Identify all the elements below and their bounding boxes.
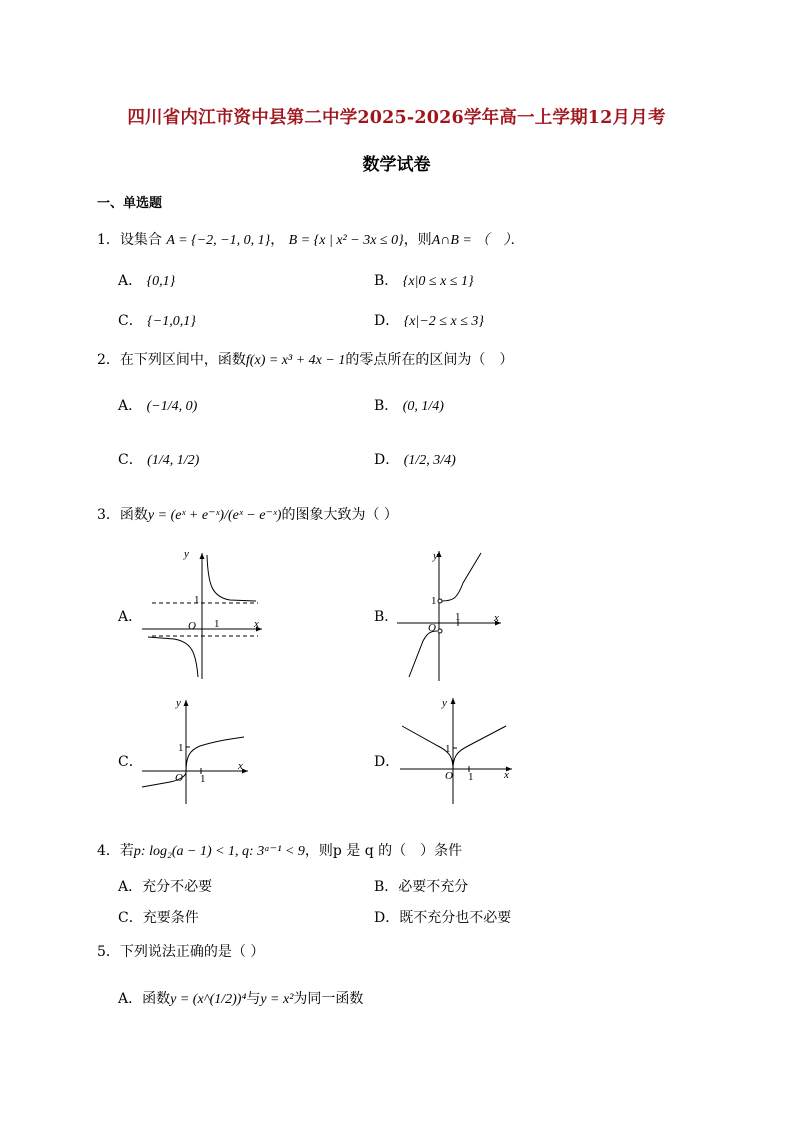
y-axis-label: y — [184, 548, 189, 560]
x-one-label: 1 — [455, 611, 461, 623]
y-one-label: 1 — [194, 594, 200, 606]
q4-option-a[interactable]: A．充分不必要 — [118, 879, 213, 895]
q3-option-c-label[interactable]: C． — [118, 754, 143, 770]
q2-option-c[interactable]: C． (1/4, 1/2) — [118, 452, 200, 468]
section-title: 一、单选题 — [97, 196, 163, 211]
q3-graph-d — [398, 694, 518, 809]
exam-subtitle: 数学试卷 — [362, 155, 431, 175]
y-one-label: 1 — [178, 742, 184, 754]
function-expression: y = (eˣ + e⁻ˣ)/(eˣ − e⁻ˣ) — [147, 508, 282, 523]
x-one-label: 1 — [214, 618, 220, 630]
y-axis-label: y — [176, 697, 181, 709]
y-one-label: 1 — [431, 595, 437, 607]
set-b: B = {x | x² − 3x ≤ 0} — [288, 233, 404, 248]
y-axis-label: y — [442, 697, 447, 709]
origin-label: O — [175, 772, 183, 784]
origin-label: O — [445, 770, 453, 782]
x-axis-label: x — [238, 760, 243, 772]
question-2: 2．在下列区间中，函数f(x) = x³ + 4x − 1的零点所在的区间为（ ） — [97, 352, 514, 368]
function-expression: y = x² — [260, 992, 294, 1007]
question-number: 3． — [97, 507, 120, 523]
q4-option-b[interactable]: B．必要不充分 — [374, 879, 469, 895]
y-one-label: 1 — [445, 743, 451, 755]
q3-option-d-label[interactable]: D． — [374, 754, 400, 770]
question-number: 1． — [97, 232, 120, 248]
question-5: 5．下列说法正确的是（ ） — [97, 944, 265, 960]
question-3: 3．函数y = (eˣ + e⁻ˣ)/(eˣ − e⁻ˣ)的图象大致为（ ） — [97, 507, 398, 523]
question-1: 1．设集合 A = {−2, −1, 0, 1}， B = {x | x² − 3x ≤ 0}，则A∩B = （ ）． — [97, 232, 525, 248]
q2-option-a[interactable]: A． (−1/4, 0) — [118, 398, 198, 414]
x-axis-label: x — [254, 618, 259, 630]
question-stem: 设集合 — [119, 232, 162, 248]
q2-option-b[interactable]: B． (0, 1/4) — [374, 398, 444, 414]
set-a: A = {−2, −1, 0, 1} — [166, 233, 271, 248]
q2-option-d[interactable]: D． (1/2, 3/4) — [374, 452, 456, 468]
y-axis-label: y — [433, 550, 438, 562]
q1-option-d[interactable]: D． {x|−2 ≤ x ≤ 3} — [374, 313, 484, 329]
q1-option-a[interactable]: A． {0,1} — [118, 273, 176, 289]
origin-label: O — [428, 622, 436, 634]
question-ask: A∩B = （ ）． — [431, 233, 525, 248]
question-number: 5． — [97, 944, 120, 960]
x-one-label: 1 — [468, 771, 474, 783]
q3-option-a-label[interactable]: A． — [118, 609, 143, 625]
q1-option-b[interactable]: B． {x|0 ≤ x ≤ 1} — [374, 273, 474, 289]
q3-graph-a — [140, 545, 270, 680]
condition-expression: p: log₂(a − 1) < 1, q: 3ᵃ⁻¹ < 9 — [133, 844, 305, 859]
question-4: 4．若p: log₂(a − 1) < 1, q: 3ᵃ⁻¹ < 9，则p 是 q 的（ ）条件 — [97, 843, 463, 859]
q3-graph-b — [395, 545, 510, 685]
question-number: 4． — [97, 843, 120, 859]
x-one-label: 1 — [200, 773, 206, 785]
function-expression: f(x) = x³ + 4x − 1 — [245, 353, 346, 368]
q5-option-a[interactable]: A．函数y = (x^(1/2))⁴与y = x²为同一函数 — [118, 991, 364, 1007]
q4-option-d[interactable]: D．既不充分也不必要 — [374, 910, 512, 926]
x-axis-label: x — [504, 769, 509, 781]
q4-option-c[interactable]: C．充要条件 — [118, 910, 199, 926]
x-axis-label: x — [494, 612, 499, 624]
q1-option-c[interactable]: C． {−1,0,1} — [118, 313, 196, 329]
origin-label: O — [188, 620, 196, 632]
exam-title: 四川省内江市资中县第二中学2025-2026学年高一上学期12月月考 — [127, 108, 666, 128]
q3-option-b-label[interactable]: B． — [374, 609, 399, 625]
question-number: 2． — [97, 352, 120, 368]
function-expression: y = (x^(1/2))⁴ — [170, 992, 247, 1007]
q3-graph-c — [140, 694, 255, 809]
